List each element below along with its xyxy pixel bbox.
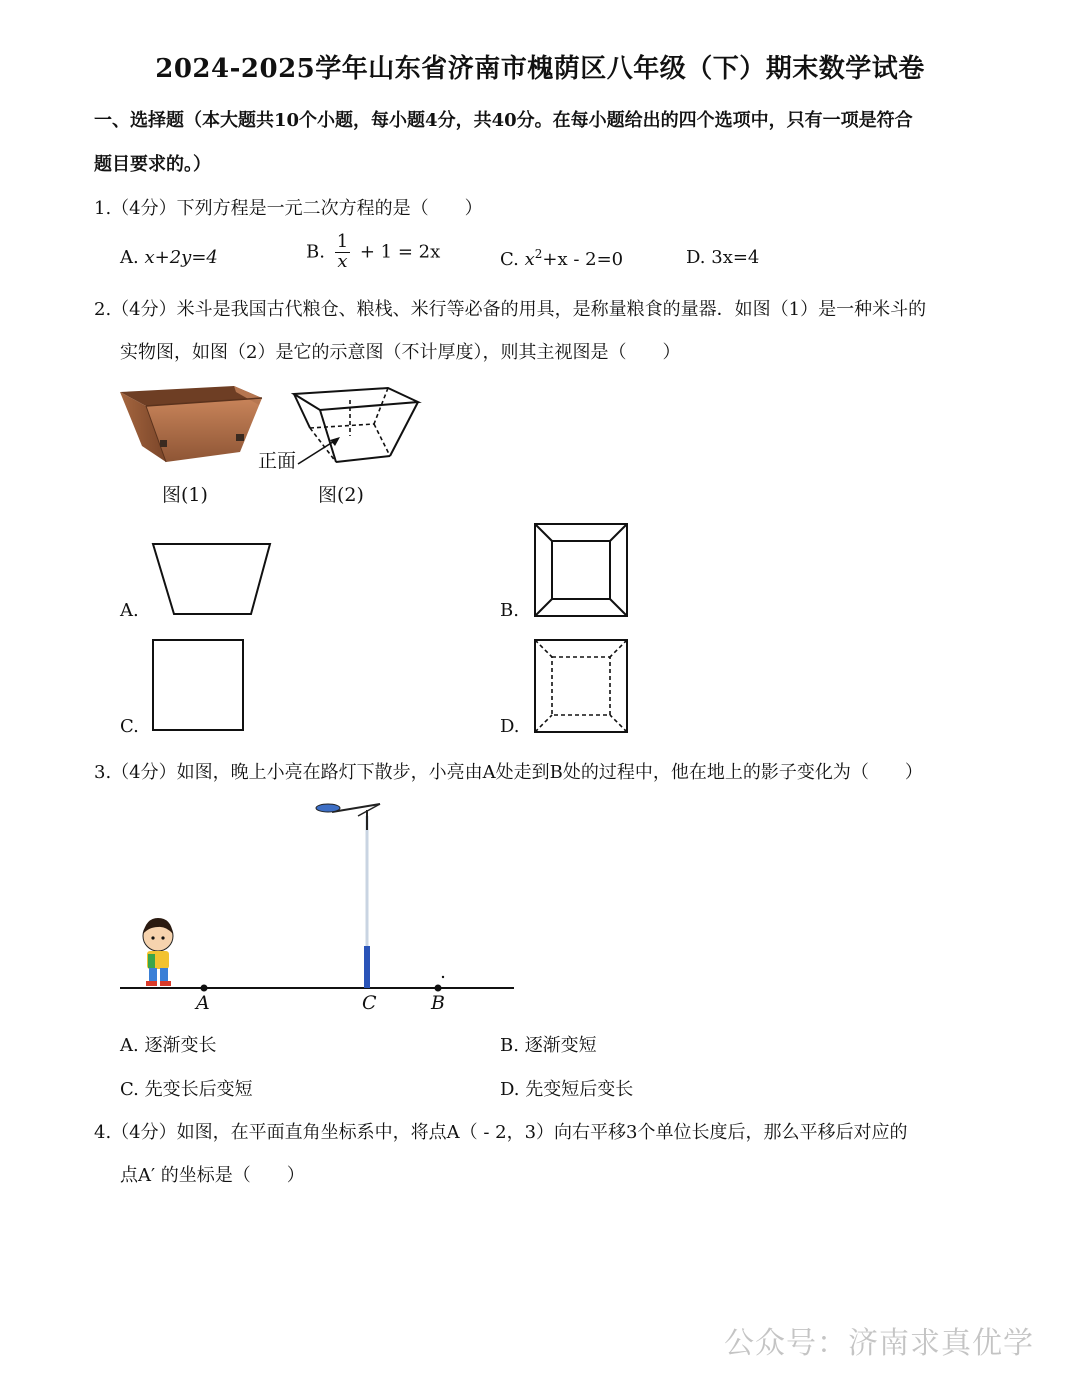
q2-option-a-trapezoid[interactable] <box>150 540 274 620</box>
page-title: 2024-2025学年山东省济南市槐荫区八年级（下）期末数学试卷 <box>155 54 925 84</box>
q1-option-a-label: A. <box>120 247 139 268</box>
q1-option-a[interactable] <box>120 247 218 268</box>
q3-option-d-text: 先变短后变长 <box>525 1079 634 1100</box>
q3-option-c[interactable] <box>120 1075 253 1101</box>
q3-option-b[interactable] <box>500 1031 597 1057</box>
front-arrow-icon <box>290 430 350 470</box>
q1-option-b[interactable] <box>306 233 440 272</box>
boy-figure <box>143 918 173 986</box>
q1-option-a-text: x+2y=4 <box>144 247 218 268</box>
question-2-line1: 2.（4分）米斗是我国古代粮仓、粮栈、米行等必备的用具，是称量粮食的量器．如图（1）是一种米斗的 <box>94 299 927 320</box>
q1-option-c[interactable] <box>500 247 623 270</box>
q1-option-b-fraction <box>335 233 350 272</box>
q1-option-b-rest: + 1 = 2x <box>359 241 441 263</box>
section-header-line2: 题目要求的。） <box>94 154 211 175</box>
q2-option-d-label[interactable]: D. <box>500 716 520 737</box>
q1-option-c-base: x <box>524 249 535 270</box>
q1-option-b-label: B. <box>306 241 325 263</box>
figure-1-caption: 图(1) <box>162 484 208 506</box>
point-b-label: B <box>431 992 445 1014</box>
q1-option-d-label: D. <box>686 247 706 268</box>
question-3-stem: 3.（4分）如图，晚上小亮在路灯下散步，小亮由A处走到B处的过程中，他在地上的影子变化为（ ） <box>94 762 923 783</box>
q2-option-b-label[interactable]: B. <box>500 600 519 621</box>
q2-option-c-label[interactable]: C. <box>120 716 139 737</box>
q3-option-a-label: A. <box>120 1035 139 1056</box>
point-a-dot <box>201 985 208 992</box>
question-1-stem: 1.（4分）下列方程是一元二次方程的是（ ） <box>94 198 483 219</box>
q1-option-d-text: 3x=4 <box>711 247 760 268</box>
question-4-line1: 4.（4分）如图，在平面直角坐标系中，将点A（ - 2，3）向右平移3个单位长度后，那么平移后对应的 <box>94 1122 908 1143</box>
q2-option-a-label[interactable]: A. <box>120 600 139 621</box>
section-header-line1: 一、选择题（本大题共10个小题，每小题4分，共40分。在每小题给出的四个选项中，只有一项是符合 <box>94 110 913 131</box>
front-face-label: 正面 <box>258 450 297 472</box>
q3-option-a-text: 逐渐变长 <box>144 1035 217 1056</box>
watermark: 公众号：济南求真优学 <box>724 1326 1034 1361</box>
q1-option-c-label: C. <box>500 249 519 270</box>
q3-option-a[interactable] <box>120 1031 216 1057</box>
q2-option-b-square-solid[interactable] <box>532 521 630 619</box>
q1-option-b-denominator: x <box>337 250 348 272</box>
q2-option-c-square[interactable] <box>150 637 246 733</box>
q3-option-d-label: D. <box>500 1079 520 1100</box>
q2-option-d-square-dashed[interactable] <box>532 637 630 735</box>
question-2-line2: 实物图，如图（2）是它的示意图（不计厚度），则其主视图是（ ） <box>120 342 681 363</box>
q3-option-b-text: 逐渐变短 <box>524 1035 597 1056</box>
q3-option-d[interactable] <box>500 1075 633 1101</box>
streetlight-scene <box>118 796 518 996</box>
q1-option-b-numerator: 1 <box>336 231 349 252</box>
point-a-label: A <box>196 992 210 1014</box>
point-b-dot <box>435 985 442 992</box>
q1-option-c-exponent: 2 <box>534 247 543 261</box>
q1-option-c-rest: +x - 2=0 <box>542 249 624 270</box>
rice-measure-photo <box>116 378 264 468</box>
q3-option-b-label: B. <box>500 1035 519 1056</box>
question-4-line2: 点A′ 的坐标是（ ） <box>120 1165 305 1186</box>
figure-2-caption: 图(2) <box>318 484 364 506</box>
point-c-label: C <box>362 992 377 1014</box>
q3-option-c-text: 先变长后变短 <box>144 1079 253 1100</box>
q3-option-c-label: C. <box>120 1079 139 1100</box>
q1-option-d[interactable] <box>686 247 759 268</box>
